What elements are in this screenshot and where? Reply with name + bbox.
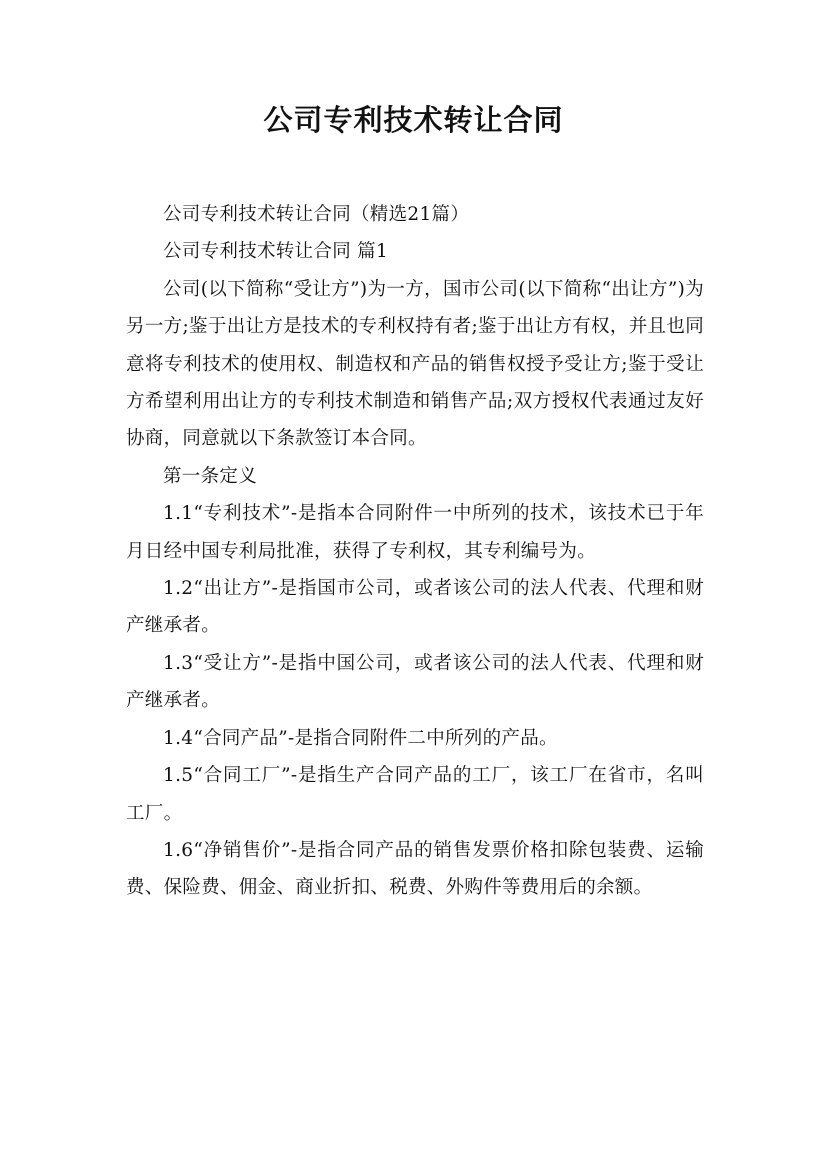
clause-1-6: 1.6“净销售价”-是指合同产品的销售发票价格扣除包装费、运输费、保险费、佣金、商业折扣、税费、外购件等费用后的余额。: [126, 839, 704, 899]
article-heading: 第一条定义: [163, 465, 258, 487]
clause-1-2: 1.2“出让方”-是指国市公司，或者该公司的法人代表、代理和财产继承者。: [126, 578, 704, 637]
clause-1-1: 1.1“专利技术”-是指本合同附件一中所列的技术，该技术已于年月日经中国专利局批准，获得了专利权，其专利编号为。: [126, 503, 704, 562]
document-body: [126, 196, 704, 907]
paragraph-preamble: 公司(以下简称“受让方”)为一方，国市公司(以下简称“出让方”)为另一方;鉴于出让方是技术的专利权持有者;鉴于出让方有权，并且也同意将专利技术的使用权、制造权和产品的销售权授予受让方;鉴于受让方希望利用出让方的专利技术制造和销售产品;双方授权代表通过友好协商，同意就以下条款签订本合同。: [126, 278, 704, 450]
document-title: 公司专利技术转让合同: [263, 103, 564, 137]
clause-1-5: 1.5“合同工厂”-是指生产合同产品的工厂，该工厂在省市，名叫工厂。: [126, 765, 704, 824]
section-heading: 公司专利技术转让合同 篇1: [163, 241, 389, 263]
clause-1-3: 1.3“受让方”-是指中国公司，或者该公司的法人代表、代理和财产继承者。: [126, 652, 704, 712]
clause-1-4: 1.4“合同产品”-是指合同附件二中所列的产品。: [163, 727, 558, 749]
doc-subtitle: 公司专利技术转让合同（精选21篇）: [163, 204, 470, 225]
